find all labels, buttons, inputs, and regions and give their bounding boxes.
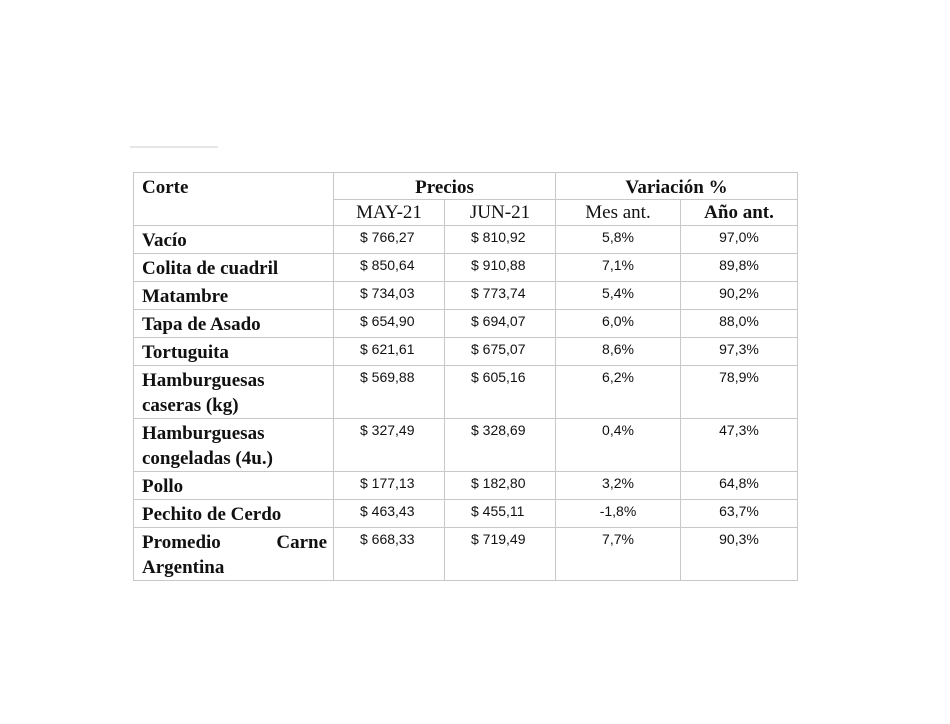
var-mes-cell: 7,7% — [556, 528, 681, 581]
var-mes-cell: 5,4% — [556, 282, 681, 310]
price-table — [133, 172, 798, 581]
cut-name-word: Carne — [276, 532, 327, 553]
var-mes-cell: 0,4% — [556, 419, 681, 472]
table-body — [134, 226, 798, 581]
cut-name-line: Colita de cuadril — [142, 258, 279, 279]
cut-name-cell — [134, 310, 334, 338]
cut-name-line: congeladas (4u.) — [142, 448, 273, 469]
cut-name-cell — [134, 500, 334, 528]
header-may: MAY-21 — [334, 200, 445, 226]
var-anio-cell: 97,3% — [681, 338, 798, 366]
price-jun-cell: $ 719,49 — [445, 528, 556, 581]
table-row — [134, 226, 798, 254]
price-may-cell: $ 766,27 — [334, 226, 445, 254]
header-anio-ant: Año ant. — [681, 200, 798, 226]
var-anio-cell: 78,9% — [681, 366, 798, 419]
header-precios: Precios — [334, 173, 556, 200]
cut-name-cell — [134, 338, 334, 366]
cut-name-cell — [134, 226, 334, 254]
price-may-cell: $ 734,03 — [334, 282, 445, 310]
price-may-cell: $ 327,49 — [334, 419, 445, 472]
table-row — [134, 472, 798, 500]
table-row — [134, 310, 798, 338]
var-anio-cell: 90,2% — [681, 282, 798, 310]
header-row-1 — [134, 173, 798, 200]
price-jun-cell: $ 605,16 — [445, 366, 556, 419]
cut-name-cell — [134, 254, 334, 282]
var-anio-cell: 90,3% — [681, 528, 798, 581]
cut-name-cell — [134, 282, 334, 310]
cut-name-line: Hamburguesas — [142, 423, 265, 444]
cut-name-line: Argentina — [142, 557, 225, 578]
price-may-cell: $ 668,33 — [334, 528, 445, 581]
price-may-cell: $ 654,90 — [334, 310, 445, 338]
faint-caption-mark — [130, 146, 218, 148]
cut-name-line: Tapa de Asado — [142, 314, 261, 335]
header-corte: Corte — [134, 173, 334, 226]
price-jun-cell: $ 810,92 — [445, 226, 556, 254]
var-mes-cell: 6,0% — [556, 310, 681, 338]
price-may-cell: $ 569,88 — [334, 366, 445, 419]
var-anio-cell: 47,3% — [681, 419, 798, 472]
cut-name-line: Vacío — [142, 230, 187, 251]
table-row — [134, 338, 798, 366]
cut-name-line — [142, 530, 327, 555]
var-mes-cell: 6,2% — [556, 366, 681, 419]
cut-name-line: caseras (kg) — [142, 395, 239, 416]
price-jun-cell: $ 694,07 — [445, 310, 556, 338]
var-anio-cell: 97,0% — [681, 226, 798, 254]
cut-name-cell — [134, 419, 334, 472]
price-may-cell: $ 621,61 — [334, 338, 445, 366]
price-jun-cell: $ 773,74 — [445, 282, 556, 310]
var-mes-cell: -1,8% — [556, 500, 681, 528]
price-jun-cell: $ 675,07 — [445, 338, 556, 366]
header-mes-ant: Mes ant. — [556, 200, 681, 226]
table-row — [134, 282, 798, 310]
var-anio-cell: 89,8% — [681, 254, 798, 282]
header-jun: JUN-21 — [445, 200, 556, 226]
var-anio-cell: 64,8% — [681, 472, 798, 500]
var-mes-cell: 3,2% — [556, 472, 681, 500]
price-may-cell: $ 463,43 — [334, 500, 445, 528]
price-jun-cell: $ 910,88 — [445, 254, 556, 282]
price-may-cell: $ 177,13 — [334, 472, 445, 500]
var-anio-cell: 63,7% — [681, 500, 798, 528]
cut-name-line: Tortuguita — [142, 342, 229, 363]
cut-name-line: Pollo — [142, 476, 184, 497]
price-jun-cell: $ 182,80 — [445, 472, 556, 500]
var-mes-cell: 8,6% — [556, 338, 681, 366]
table-row — [134, 366, 798, 419]
table-row — [134, 528, 798, 581]
header-variacion: Variación % — [556, 173, 798, 200]
table-row — [134, 254, 798, 282]
var-mes-cell: 7,1% — [556, 254, 681, 282]
cut-name-cell — [134, 472, 334, 500]
table-row — [134, 500, 798, 528]
table-row — [134, 419, 798, 472]
price-jun-cell: $ 455,11 — [445, 500, 556, 528]
cut-name-cell — [134, 528, 334, 581]
cut-name-line: Hamburguesas — [142, 370, 265, 391]
price-jun-cell: $ 328,69 — [445, 419, 556, 472]
var-anio-cell: 88,0% — [681, 310, 798, 338]
cut-name-line: Matambre — [142, 286, 229, 307]
cut-name-line: Pechito de Cerdo — [142, 504, 282, 525]
var-mes-cell: 5,8% — [556, 226, 681, 254]
price-may-cell: $ 850,64 — [334, 254, 445, 282]
cut-name-word: Promedio — [142, 532, 221, 553]
cut-name-cell — [134, 366, 334, 419]
